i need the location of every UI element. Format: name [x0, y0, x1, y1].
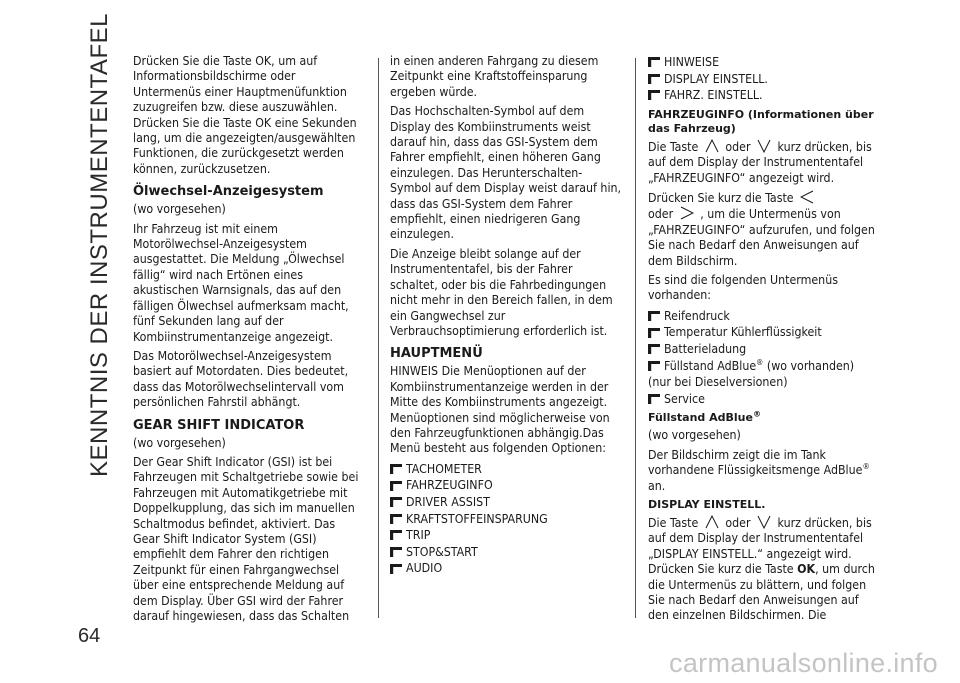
column-divider — [635, 58, 636, 618]
oil-change-paragraph-2: Das Motorölwechsel-Anzeigesystem basiert auf Motordaten. Dies bedeutet, dass das Motorölwechselintervall vom persönlichen Fahrstil abhängt. — [133, 348, 349, 410]
list-item: AUDIO — [390, 560, 622, 577]
gear-shift-optional-note: (wo vorgesehen) — [133, 435, 226, 450]
adblue-heading: Füllstand AdBlue® — [648, 409, 761, 425]
adblue-paragraph: Der Bildschirm zeigt die im Tank vorhandene Flüssigkeitsmenge AdBlue® an. — [648, 447, 870, 493]
bullet-icon — [390, 497, 402, 507]
main-menu-list — [390, 461, 622, 577]
bullet-icon — [390, 564, 402, 574]
list-item: DISPLAY EINSTELL. — [648, 71, 880, 88]
main-menu-heading: HAUPTMENÜ — [390, 346, 483, 362]
arrow-down-icon — [757, 515, 771, 529]
list-item: FAHRZEUGINFO — [390, 477, 622, 494]
bullet-icon — [648, 74, 660, 84]
vehicle-info-paragraph-2: Drücken Sie kurz die Taste oder , um die Untermenüs von „FAHRZEUGINFO“ aufzurufen, und folgen Sie nach Bedarf den Anweisungen auf dem Bildschirm. — [648, 191, 875, 268]
arrow-left-icon — [800, 190, 814, 204]
main-menu-note: HINWEIS Die Menüoptionen auf der Kombiinstrumentanzeige werden in der Mitte des Kombiinstruments angezeigt. Menüoptionen sind möglicherweise von den Fahrzeugfunktionen abhängig.Das Menü besteht aus folgenden Optionen: — [390, 364, 610, 456]
list-item: TACHOMETER — [390, 461, 622, 478]
list-item: FAHRZ. EINSTELL. — [648, 87, 880, 104]
gsi-display-paragraph: Die Anzeige bleibt solange auf der Instrumententafel, bis der Fahrer schaltet, oder bis die Fahrbedingungen nicht mehr in den Bereich fallen, in dem ein Gangwechsel zur Verbrauchsoptimierung erforderlich ist. — [390, 246, 613, 338]
arrow-down-icon — [757, 139, 771, 153]
vehicle-info-paragraph-1: Die Taste oder kurz drücken, bis auf dem Display der Instrumententafel „FAHRZEUGINFO“ angezeigt wird. — [648, 139, 872, 185]
list-item: STOP&START — [390, 544, 622, 561]
bullet-icon — [648, 328, 660, 338]
adblue-optional-note: (wo vorgesehen) — [648, 428, 741, 443]
vehicle-info-heading: FAHRZEUGINFO (Informationen über das Fahrzeug) — [648, 107, 874, 135]
list-item: DRIVER ASSIST — [390, 494, 622, 511]
arrow-right-icon — [680, 206, 694, 220]
gsi-continued-paragraph: in einen anderen Fahrgang zu diesem Zeitpunkt eine Kraftstoffeinsparung ergeben würde. — [390, 54, 599, 99]
submenu-intro: Es sind die folgenden Untermenüs vorhanden: — [648, 273, 838, 303]
column-1 — [133, 54, 365, 628]
column-3 — [648, 54, 880, 628]
list-item: TRIP — [390, 527, 622, 544]
oil-change-paragraph-1: Ihr Fahrzeug ist mit einem Motorölwechsel-Anzeigesystem ausgestattet. Die Meldung „Ölwechsel fällig“ wird nach Ertönen eines akustischen Warnsignals, das auf den fälligen Ölwechsel aufmerksam macht, fünf Sekunden lang auf der Kombiinstrumentanzeige angezeigt. — [133, 221, 349, 344]
bullet-icon — [648, 394, 660, 404]
bullet-icon — [390, 464, 402, 474]
bullet-icon — [648, 344, 660, 354]
display-settings-heading: DISPLAY EINSTELL. — [648, 498, 766, 512]
main-menu-list-continued — [648, 54, 880, 104]
list-item: Füllstand AdBlue® (wo vorhanden) (nur bei Dieselversionen) — [648, 357, 855, 390]
gear-shift-indicator-heading: GEAR SHIFT INDICATOR — [133, 417, 305, 433]
column-2 — [390, 54, 622, 581]
submenu-list — [648, 308, 880, 408]
display-settings-paragraph: Die Taste oder kurz drücken, bis auf dem Display der Instrumententafel „DISPLAY EINSTELL.“ angezeigt wird. Drücken Sie kurz die Taste OK, um durch die Untermenüs zu blättern, und folgen Sie nach Bedarf den Anweisungen auf den einzelnen Bildschirmen. Die — [648, 516, 875, 623]
bullet-icon — [390, 481, 402, 491]
page-number: 64 — [78, 625, 101, 647]
bullet-icon — [648, 90, 660, 100]
bullet-icon — [390, 514, 402, 524]
bullet-icon — [648, 57, 660, 67]
chapter-title-text: KENNTNIS DER INSTRUMENTENTAFEL — [86, 13, 114, 477]
bullet-icon — [648, 361, 660, 371]
list-item: Service — [648, 391, 880, 408]
intro-paragraph: Drücken Sie die Taste OK, um auf Informationsbildschirme oder Untermenüs einer Hauptmenüfunktion zuzugreifen bzw. diese auszuwählen. Drücken Sie die Taste OK eine Sekunden lang, um die angezeigten/ausgewählten Funktionen, die zurückgesetzt werden können, zurückzusetzen. — [133, 54, 357, 176]
watermark: carmanualsonline.info — [669, 648, 938, 678]
bullet-icon — [648, 311, 660, 321]
column-divider — [378, 58, 379, 618]
bullet-icon — [390, 530, 402, 540]
oil-change-optional-note: (wo vorgesehen) — [133, 202, 226, 217]
gear-shift-paragraph: Der Gear Shift Indicator (GSI) ist bei Fahrzeugen mit Schaltgetriebe sowie bei Fahrzeugen mit Automatikgetriebe mit Doppelkupplung, das sich im manuellen Schaltmodus befindet, aktiviert. Das Gear Shift Indicator System (GSI) empfiehlt dem Fahrer den richtigen Zeitpunkt für einen Fahrgangwechsel über eine entsprechende Meldung auf dem Display. Über GSI wird der Fahrer darauf hingewiesen, dass das Schalten — [133, 454, 359, 623]
list-item: Batterieladung — [648, 341, 880, 358]
arrow-up-icon — [705, 139, 719, 153]
list-item: KRAFTSTOFFEINSPARUNG — [390, 511, 622, 528]
list-item: HINWEISE — [648, 54, 880, 71]
list-item: Reifendruck — [648, 308, 880, 325]
list-item: Temperatur Kühlerflüssigkeit — [648, 324, 880, 341]
chapter-side-title — [80, 13, 120, 477]
bullet-icon — [390, 547, 402, 557]
gsi-upshift-paragraph: Das Hochschalten-Symbol auf dem Display des Kombiinstruments weist darauf hin, dass das GSI-System dem Fahrer empfiehlt, einen höheren Gang einzulegen. Das Herunterschalten-Symbol auf dem Display weist darauf hin, dass das GSI-System dem Fahrer empfiehlt, einen niedrigeren Gang einzulegen. — [390, 104, 622, 242]
oil-change-heading: Ölwechsel-Anzeigesystem — [133, 184, 324, 200]
arrow-up-icon — [705, 515, 719, 529]
